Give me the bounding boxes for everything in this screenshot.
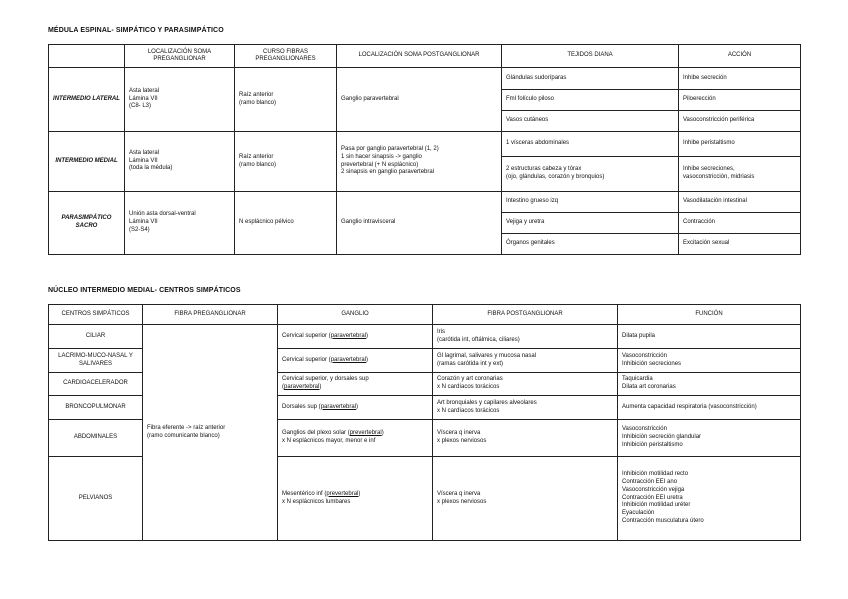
funcion-cell: Aumenta capacidad respiratoria (vasoconstricción) xyxy=(618,396,801,420)
table-row xyxy=(49,192,801,213)
funcion-cell: Dilata pupila xyxy=(618,325,801,349)
header-empty xyxy=(49,45,125,68)
table-row xyxy=(49,132,801,157)
centro-cell: BRONCOPULMONAR xyxy=(49,396,143,420)
accion-cell: Contracción xyxy=(679,213,801,234)
post-cell: Ganglio intravisceral xyxy=(337,192,502,255)
header-soma-pre: LOCALIZACIÓN SOMA PREGANGLIONAR xyxy=(125,45,235,68)
fibra-post-cell: Gl lagrimal, salivares y mucosa nasal (ramas carótida int y ext) xyxy=(433,349,618,373)
fibra-post-cell: Víscera q inerva x plexos nerviosos xyxy=(433,457,618,541)
accion-cell: Inhibe peristaltismo xyxy=(679,132,801,157)
header-soma-post: LOCALIZACIÓN SOMA POSTGANGLIONAR xyxy=(337,45,502,68)
accion-cell: Inhibe secreción xyxy=(679,68,801,90)
table2-title: NÚCLEO INTERMEDIO MEDIAL- CENTROS SIMPÁTICOS xyxy=(48,287,241,294)
funcion-cell: Vasoconstricción Inhibición secreción glandular Inhibición peristaltismo xyxy=(618,420,801,457)
curso-cell: N esplácnico pélvico xyxy=(235,192,337,255)
row-label: INTERMEDIO MEDIAL xyxy=(49,132,125,192)
accion-cell: Piloerección xyxy=(679,90,801,111)
tejido-cell: 2 estructuras cabeza y tórax (ojo, glándulas, corazón y bronquios) xyxy=(502,157,679,192)
curso-cell: Raíz anterior (ramo blanco) xyxy=(235,132,337,192)
centro-cell: LACRIMO-MUCO-NASAL Y SALIVARES xyxy=(49,349,143,373)
ganglio-cell: Dorsales sup (paravertebral) xyxy=(278,396,433,420)
tejido-cell: Intestino grueso izq xyxy=(502,192,679,213)
ganglio-cell: Ganglios del plexo solar (prevertebral) x N esplácnicos mayor, menor e inf xyxy=(278,420,433,457)
accion-cell: Vasoconstricción periférica xyxy=(679,111,801,132)
post-cell: Ganglio paravertebral xyxy=(337,68,502,132)
fibra-post-cell: Víscera q inerva x plexos nerviosos xyxy=(433,420,618,457)
ganglio-cell: Cervical superior (paravertebral) xyxy=(278,325,433,349)
funcion-cell: Inhibición motilidad recto Contracción EEI ano Vasoconstricción vejiga Contracción EEI uretra Inhibición motilidad uréter Eyaculación Contracción musculatura útero xyxy=(618,457,801,541)
centro-cell: CARDIOACELERADOR xyxy=(49,373,143,396)
ganglio-cell: Cervical superior, y dorsales sup (paravertebral) xyxy=(278,373,433,396)
ganglio-cell: Mesentérico inf (prevertebral) x N esplácnicos lumbares xyxy=(278,457,433,541)
header-curso: CURSO FIBRAS PREGANGLIONARES xyxy=(235,45,337,68)
centro-cell: CILIAR xyxy=(49,325,143,349)
ganglio-cell: Cervical superior (paravertebral) xyxy=(278,349,433,373)
tejido-cell: Glándulas sudoríparas xyxy=(502,68,679,90)
header-ganglio: GANGLIO xyxy=(278,305,433,325)
funcion-cell: Vasoconstricción Inhibición secreciones xyxy=(618,349,801,373)
fibra-pre-cell: Fibra eferente -> raíz anterior (ramo comunicante blanco) xyxy=(143,325,278,541)
fibra-post-cell: Corazón y art coronarias x N cardíacos torácicos xyxy=(433,373,618,396)
table1-title: MÉDULA ESPINAL- SIMPÁTICO Y PARASIMPÁTICO xyxy=(48,27,224,34)
curso-cell: Raíz anterior (ramo blanco) xyxy=(235,68,337,132)
header-fibra-post: FIBRA POSTGANGLIONAR xyxy=(433,305,618,325)
sympathetic-parasympathetic-table xyxy=(48,44,801,255)
sympathetic-centers-table xyxy=(48,304,801,541)
header-centros: CENTROS SIMPÁTICOS xyxy=(49,305,143,325)
centro-cell: PELVIANOS xyxy=(49,457,143,541)
centro-cell: ABDOMINALES xyxy=(49,420,143,457)
tejido-cell: Vejiga y uretra xyxy=(502,213,679,234)
row-label: PARASIMPÁTICO SACRO xyxy=(49,192,125,255)
tejido-cell: 1 vísceras abdominales xyxy=(502,132,679,157)
soma-cell: Asta lateral Lámina VII (toda la médula) xyxy=(125,132,235,192)
header-funcion: FUNCIÓN xyxy=(618,305,801,325)
fibra-post-cell: Art bronquiales y capilares alveolares x N cardíacos torácicos xyxy=(433,396,618,420)
post-cell: Pasa por ganglio paravertebral (1, 2) 1 sin hacer sinapsis -> ganglio prevertebral (+ N esplácnico) 2 sinapsis en ganglio paravertebral xyxy=(337,132,502,192)
accion-cell: Vasodilatación intestinal xyxy=(679,192,801,213)
header-tejidos: TEJIDOS DIANA xyxy=(502,45,679,68)
fibra-post-cell: Iris (carótida int, oftálmica, ciliares) xyxy=(433,325,618,349)
accion-cell: Excitación sexual xyxy=(679,234,801,255)
header-accion: ACCIÓN xyxy=(679,45,801,68)
table-row xyxy=(49,68,801,90)
soma-cell: Asta lateral Lámina VII (C8- L3) xyxy=(125,68,235,132)
funcion-cell: Taquicardia Dilata art coronarias xyxy=(618,373,801,396)
header-fibra-pre: FIBRA PREGANGLIONAR xyxy=(143,305,278,325)
accion-cell: Inhibe secreciones, vasoconstricción, midriasis xyxy=(679,157,801,192)
tejido-cell: Vasos cutáneos xyxy=(502,111,679,132)
row-label: INTERMEDIO LATERAL xyxy=(49,68,125,132)
tejido-cell: Órganos genitales xyxy=(502,234,679,255)
soma-cell: Unión asta dorsal-ventral Lámina VII (S2-S4) xyxy=(125,192,235,255)
tejido-cell: Fml folículo piloso xyxy=(502,90,679,111)
table-row xyxy=(49,325,801,349)
